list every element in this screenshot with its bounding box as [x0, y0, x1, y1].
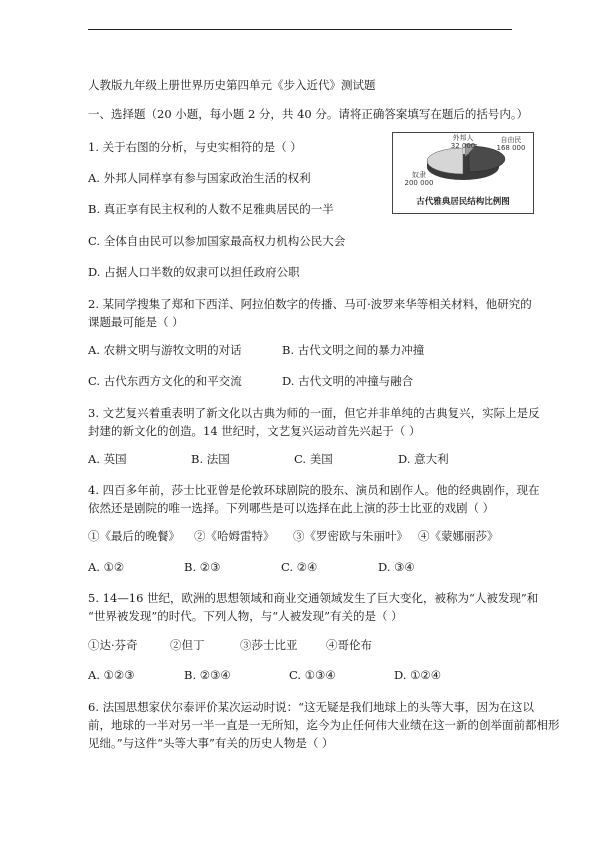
- q5-option-a: A. ①②③: [88, 668, 135, 682]
- q3-stem-line2: 封建的新文化的创造。14 世纪时，文艺复兴运动首先兴起于（ ）: [88, 424, 421, 438]
- population-pie-figure: [392, 132, 534, 214]
- q3-stem-line1: 3. 文艺复兴着重表明了新文化以古典为师的一面，但它并非单纯的古典复兴，实际上是反: [88, 406, 540, 420]
- q5-option-c: C. ①③④: [289, 668, 336, 682]
- q4-stem-line2: 依然还是剧院的唯一选择。下列哪些是可以选择在此上演的莎士比亚的戏剧（ ）: [88, 501, 495, 515]
- q6-stem-line1: 6. 法国思想家伏尔泰评价某次运动时说：“这无疑是我们地球上的头等大事，因为在这以: [88, 700, 535, 714]
- q4-option-d: D. ③④: [378, 560, 415, 574]
- q4-option-a: A. ①②: [88, 560, 125, 574]
- q4-stem-line1: 4. 四百多年前，莎士比亚曾是伦敦环球剧院的股东、演员和剧作人。他的经典剧作，现在: [88, 483, 540, 497]
- q4-option-b: B. ②③: [184, 560, 221, 574]
- q2-option-c: C. 古代东西方文化的和平交流: [88, 374, 242, 388]
- q5-item-2: ②但丁: [170, 638, 205, 652]
- q1-stem: 1. 关于右图的分析，与史实相符的是（ ）: [88, 140, 302, 154]
- q2-option-b: B. 古代文明之间的暴力冲撞: [282, 343, 425, 357]
- q2-stem-line2: 课题最可能是（ ）: [88, 315, 184, 329]
- q4-item-2: ②《哈姆雷特》: [194, 529, 275, 543]
- q5-option-b: B. ②③④: [184, 668, 231, 682]
- q4-item-1: ①《最后的晚餐》: [88, 529, 180, 543]
- q5-option-d: D. ①②④: [394, 668, 442, 682]
- q1-option-b: B. 真正享有民主权利的人数不足雅典居民的一半: [88, 202, 334, 216]
- q4-item-4: ④《蒙娜丽莎》: [418, 529, 499, 543]
- q1-option-a: A. 外邦人同样享有参与国家政治生活的权利: [88, 171, 311, 185]
- q2-option-d: D. 古代文明的冲撞与融合: [282, 374, 414, 388]
- q3-option-c: C. 美国: [294, 452, 333, 466]
- q5-item-3: ③莎士比亚: [240, 638, 298, 652]
- section-heading: 一、选择题（20 小题，每小题 2 分，共 40 分。请将正确答案填写在题后的括号内。）: [88, 107, 529, 121]
- header-rule: [88, 29, 512, 30]
- q5-item-4: ④哥伦布: [326, 638, 372, 652]
- q5-stem-line2: “世界被发现”的时代。下列人物，与“人被发现”有关的是（ ）: [88, 609, 403, 623]
- q3-option-d: D. 意大利: [398, 452, 449, 466]
- label-foreigners: 外邦人 32 000: [450, 134, 476, 150]
- q5-item-1: ①达·芬奇: [88, 638, 138, 652]
- q2-option-a: A. 农耕文明与游牧文明的对话: [88, 343, 242, 357]
- q1-option-c: C. 全体自由民可以参加国家最高权力机构公民大会: [88, 234, 346, 248]
- q2-stem-line1: 2. 某同学搜集了郑和下西洋、阿拉伯数字的传播、马可·波罗来华等相关材料，他研究的: [88, 297, 532, 311]
- figure-caption: 古代雅典居民结构比例图: [416, 197, 510, 207]
- label-slaves: 奴隶 200 000: [404, 171, 434, 187]
- q3-option-a: A. 英国: [88, 452, 127, 466]
- q6-stem-line2: 前，地球的一半对另一半一直是一无所知，迄今为止任何伟大业绩在这一新的创举面前都相形: [88, 718, 560, 732]
- label-citizens: 自由民 168 000: [496, 136, 526, 152]
- q4-option-c: C. ②④: [281, 560, 318, 574]
- q5-stem-line1: 5. 14—16 世纪，欧洲的思想领域和商业交通领域发生了巨大变化，被称为“人被发现”和: [88, 591, 539, 605]
- q6-stem-line3: 见绌。”与这件“头等大事”有关的历史人物是（ ）: [88, 736, 334, 750]
- q4-item-3: ③《罗密欧与朱丽叶》: [293, 529, 408, 543]
- q3-option-b: B. 法国: [191, 452, 230, 466]
- document-title: 人教版九年级上册世界历史第四单元《步入近代》测试题: [88, 78, 376, 92]
- q1-option-d: D. 占据人口半数的奴隶可以担任政府公职: [88, 265, 300, 279]
